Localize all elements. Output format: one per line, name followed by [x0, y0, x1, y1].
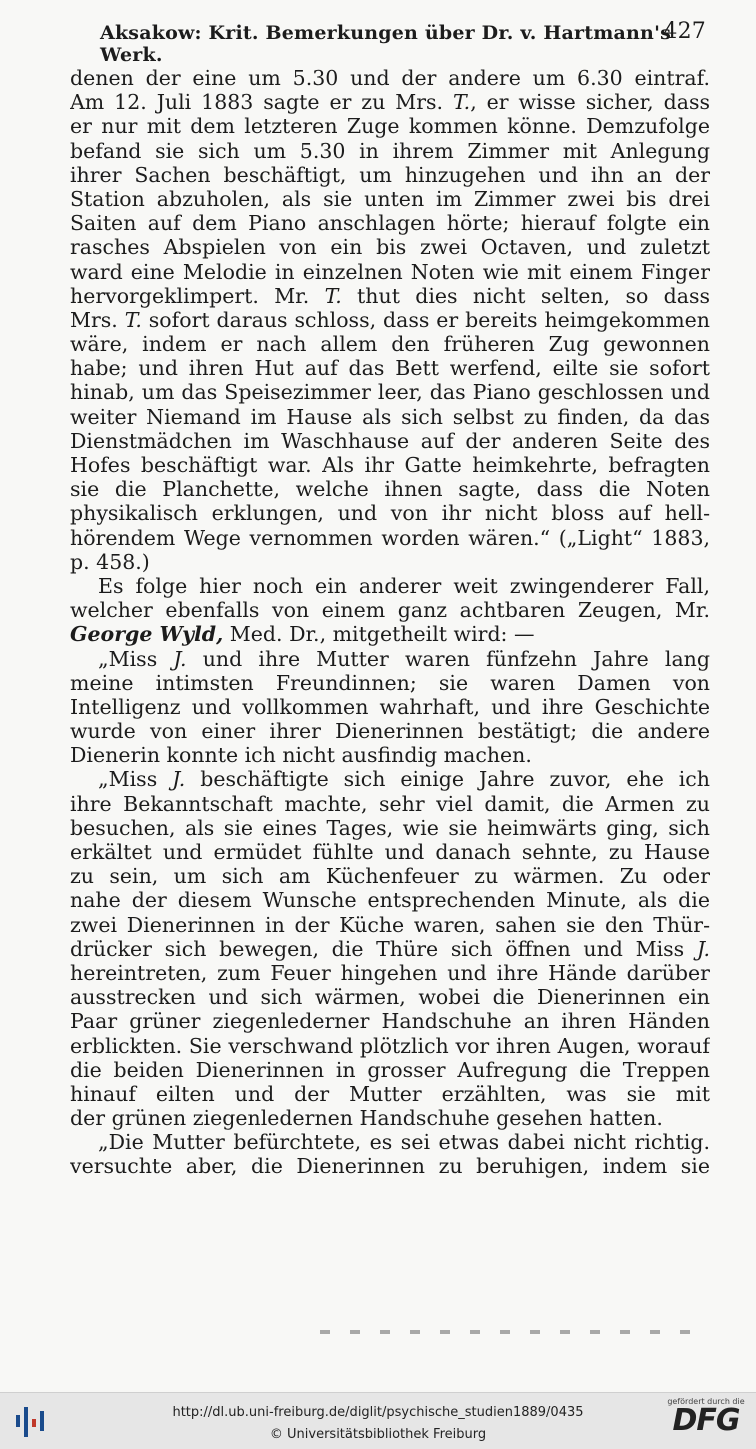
quote-line: hinauf eilten und der Mutter erzählten, was sie mit: [70, 1081, 710, 1106]
text-line: p. 458.): [70, 549, 150, 574]
quote-line: die beiden Dienerinnen in grosser Aufregung die Treppen: [70, 1057, 710, 1082]
text-run: J.: [696, 936, 710, 961]
quote-line: hereintreten, zum Feuer hingehen und ihre Hände darüber: [70, 960, 710, 985]
text-line: Saiten auf dem Piano anschlagen hörte; hierauf folgte ein: [70, 211, 710, 236]
quote-line: „Die Mutter befürchtete, es sei etwas dabei nicht richtig.: [98, 1130, 710, 1155]
text-line: welcher ebenfalls von einem ganz achtbaren Zeugen, Mr.: [70, 598, 710, 623]
text-line: Dienstmädchen im Waschhause auf der anderen Seite des: [70, 428, 710, 453]
permalink-url[interactable]: http://dl.ub.uni-freiburg.de/diglit/psychische_studien1889/0435: [172, 1405, 584, 1420]
quote-line: [70, 937, 710, 961]
text-line: Hofes beschäftigt war. Als ihr Gatte heimkehrte, befragten: [70, 453, 710, 477]
page-header: [100, 19, 712, 66]
dfg-funding-text: gefördert durch die: [667, 1397, 745, 1406]
text-run: thut dies nicht selten, so dass: [341, 283, 710, 308]
dfg-logo: [666, 1397, 746, 1445]
quote-line: erkältet und ermüdet fühlte und danach sehnte, zu Hause: [70, 840, 710, 864]
page-number: 427: [663, 19, 706, 44]
quote-line: Paar grüner ziegenlederner Handschuhe an ihren Händen: [70, 1009, 710, 1034]
text-run: und ihre Mutter waren fünfzehn Jahre lang: [186, 646, 710, 671]
text-run: Med. Dr., mitgetheilt wird: —: [223, 622, 535, 647]
text-line: denen der eine um 5.30 und der andere um 6.30 eintraf.: [70, 66, 710, 90]
text-run: T.: [324, 283, 342, 308]
text-line: [70, 90, 710, 114]
text-run: J.: [172, 767, 186, 792]
text-line: sie die Planchette, welche ihnen sagte, dass die Noten: [70, 477, 710, 502]
quote-line: Dienerin konnte ich nicht ausfindig machen.: [70, 743, 532, 768]
quote-line: nahe der diesem Wunsche entsprechenden Minute, als die: [70, 888, 710, 913]
text-line: ward eine Melodie in einzelnen Noten wie mit einem Finger: [70, 259, 710, 284]
text-run: hervorgeklimpert. Mr.: [70, 283, 325, 308]
text-line: [70, 308, 710, 332]
body-text: [70, 66, 710, 1179]
text-run: „Miss: [98, 767, 173, 792]
text-run: drücker sich bewegen, die Thüre sich öffnen und Miss: [70, 936, 697, 961]
text-run: T.: [453, 90, 471, 115]
quote-line: besuchen, als sie eines Tages, wie sie heimwärts ging, sich: [70, 815, 710, 840]
text-line: weiter Niemand im Hause als sich selbst zu finden, da das: [70, 404, 710, 429]
text-run: Mrs.: [70, 307, 125, 332]
viewer-footer-bar: [0, 1392, 756, 1449]
text-run: T.: [124, 307, 142, 332]
text-run: „Miss: [98, 646, 174, 671]
text-line: [70, 284, 710, 308]
text-line: habe; und ihren Hut auf das Bett werfend, eilte sie sofort: [70, 356, 710, 381]
text-line: [70, 622, 710, 646]
text-line: befand sie sich um 5.30 in ihrem Zimmer mit Anlegung: [70, 138, 710, 163]
text-run: Am 12. Juli 1883 sagte er zu Mrs.: [70, 90, 453, 115]
text-line: physikalisch erklungen, und von ihr nicht bloss auf hell-: [70, 501, 710, 526]
text-line: hörendem Wege vernommen worden wären.“ („Light“ 1883,: [70, 525, 710, 550]
text-run: sofort daraus schloss, dass er bereits heimgekommen: [141, 307, 710, 332]
text-line: ihrer Sachen beschäftigt, um hinzugehen und ihn an der: [70, 162, 710, 187]
quote-line: [70, 767, 710, 791]
text-run: beschäftigte sich einige Jahre zuvor, ehe ich: [185, 767, 710, 792]
text-line: er nur mit dem letzteren Zuge kommen könne. Demzufolge: [70, 114, 710, 139]
quote-line: ihre Bekanntschaft machte, sehr viel damit, die Armen zu: [70, 791, 710, 816]
text-run: J.: [173, 646, 187, 671]
copyright-notice: © Universitätsbibliothek Freiburg: [269, 1427, 487, 1442]
quote-line: meine intimsten Freundinnen; sie waren Damen von: [70, 670, 710, 695]
quote-line: Intelligenz und vollkommen wahrhaft, und ihre Geschichte: [70, 694, 710, 719]
quote-line: erblickten. Sie verschwand plötzlich vor ihren Augen, worauf: [70, 1033, 710, 1058]
text-run: , er wisse sicher, dass: [470, 90, 710, 115]
quote-line: ausstrecken und sich wärmen, wobei die Dienerinnen ein: [70, 985, 710, 1010]
quote-line: zu sein, um sich am Küchenfeuer zu wärmen. Zu oder: [70, 864, 710, 889]
cut-off-footnote-line: [320, 1330, 710, 1334]
text-line: rasches Abspielen von ein bis zwei Octaven, und zuletzt: [70, 235, 710, 260]
quote-line: [70, 647, 710, 671]
quote-line: zwei Dienerinnen in der Küche waren, sahen sie den Thür-: [70, 912, 710, 937]
running-head: Aksakow: Krit. Bemerkungen über Dr. v. Hartmann's Werk.: [100, 22, 671, 66]
text-line: Es folge hier noch ein anderer weit zwingenderer Fall,: [98, 573, 710, 598]
text-line: hinab, um das Speisezimmer leer, das Piano geschlossen und: [70, 380, 710, 405]
quote-line: wurde von einer ihrer Dienerinnen bestätigt; die andere: [70, 719, 710, 744]
author-name: George Wyld,: [70, 622, 224, 647]
quote-line: versuchte aber, die Dienerinnen zu beruhigen, indem sie: [70, 1154, 710, 1179]
quote-line: der grünen ziegenledernen Handschuhe gesehen hatten.: [70, 1106, 663, 1131]
dfg-logo-text: DFG: [672, 1403, 740, 1438]
text-line: wäre, indem er nach allem den früheren Zug gewonnen: [70, 332, 710, 357]
text-line: Station abzuholen, als sie unten im Zimmer zwei bis drei: [70, 186, 710, 211]
